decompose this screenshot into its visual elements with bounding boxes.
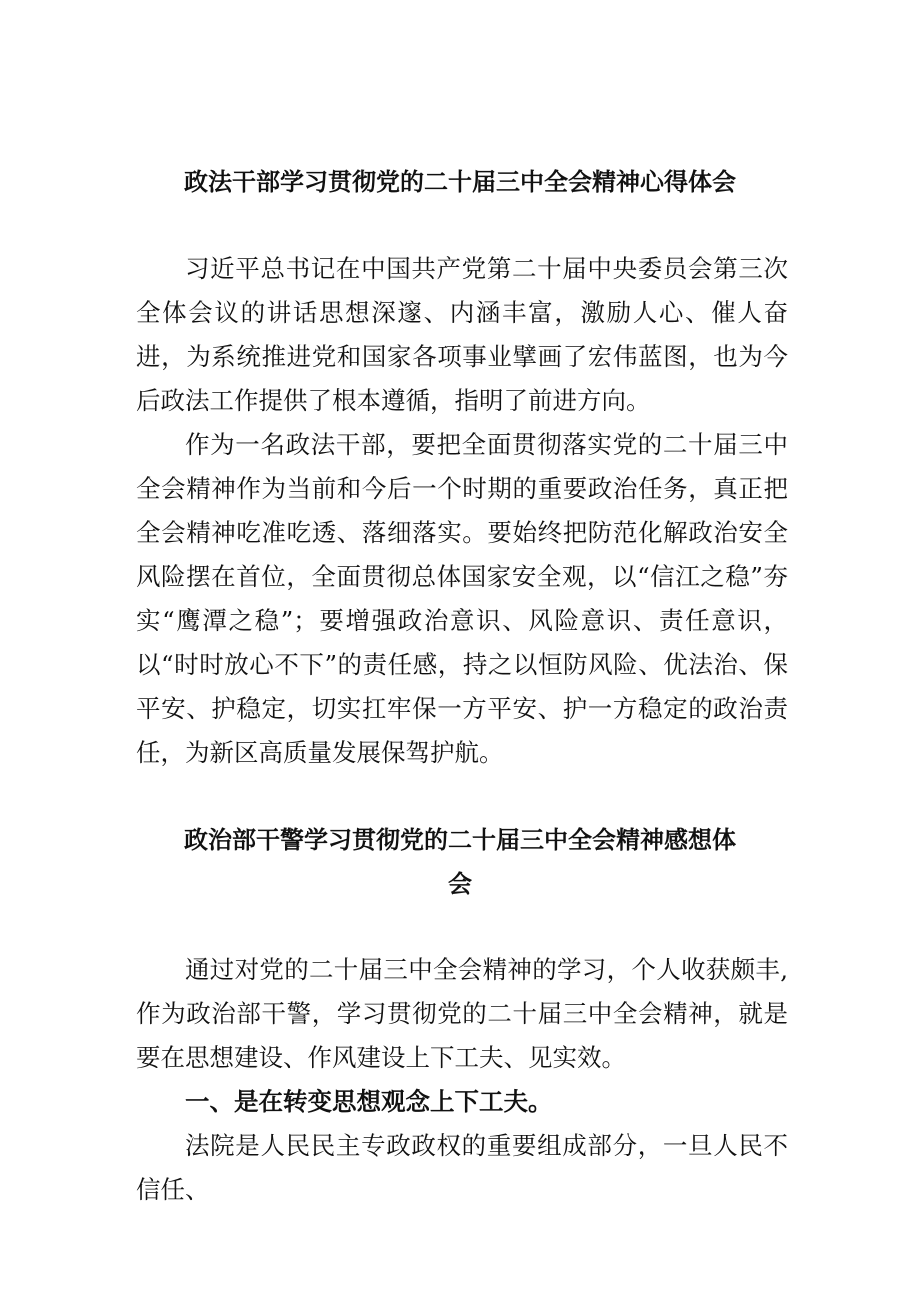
- article2-paragraph-1: 通过对党的二十届三中全会精神的学习，个人收获颇丰,作为政治部干警，学习贯彻党的二十届三中全会精神，就是要在思想建设、作风建设上下工夫、见实效。: [136, 955, 788, 1072]
- article2-title-line-1: 政治部干警学习贯彻党的二十届三中全会精神感想体: [184, 826, 736, 854]
- article1-title: 政法干部学习贯彻党的二十届三中全会精神心得体会: [184, 168, 736, 196]
- article1-paragraph-2: 作为一名政法干部，要把全面贯彻落实党的二十届三中全会精神作为当前和今后一个时期的重要政治任务，真正把全会精神吃准吃透、落细落实。要始终把防范化解政治安全风险摆在首位，全面贯彻总体国家安全观，以“信江之稳”夯实“鹰潭之稳”；要增强政治意识、风险意识、责任意识，以“时时放心不下”的责任感，持之以恒防风险、优法治、保平安、护稳定，切实扛牢保一方平安、护一方稳定的政治责任，为新区高质量发展保驾护航。: [136, 430, 788, 767]
- article2-section-heading: 一、是在转变思想观念上下工夫。: [185, 1087, 553, 1116]
- article1-paragraph-1: 习近平总书记在中国共产党第二十届中央委员会第三次全体会议的讲话思想深邃、内涵丰富，激励人心、催人奋进，为系统推进党和国家各项事业擘画了宏伟蓝图，也为今后政法工作提供了根本遵循，指明了前进方向。: [136, 254, 788, 415]
- article1-body: [136, 247, 788, 775]
- article2-section-text: 法院是人民民主专政政权的重要组成部分，一旦人民不信任、: [136, 1131, 788, 1204]
- article2-title: [100, 818, 820, 906]
- article2-title-line-2: 会: [448, 870, 472, 898]
- article2-body: [136, 948, 788, 1212]
